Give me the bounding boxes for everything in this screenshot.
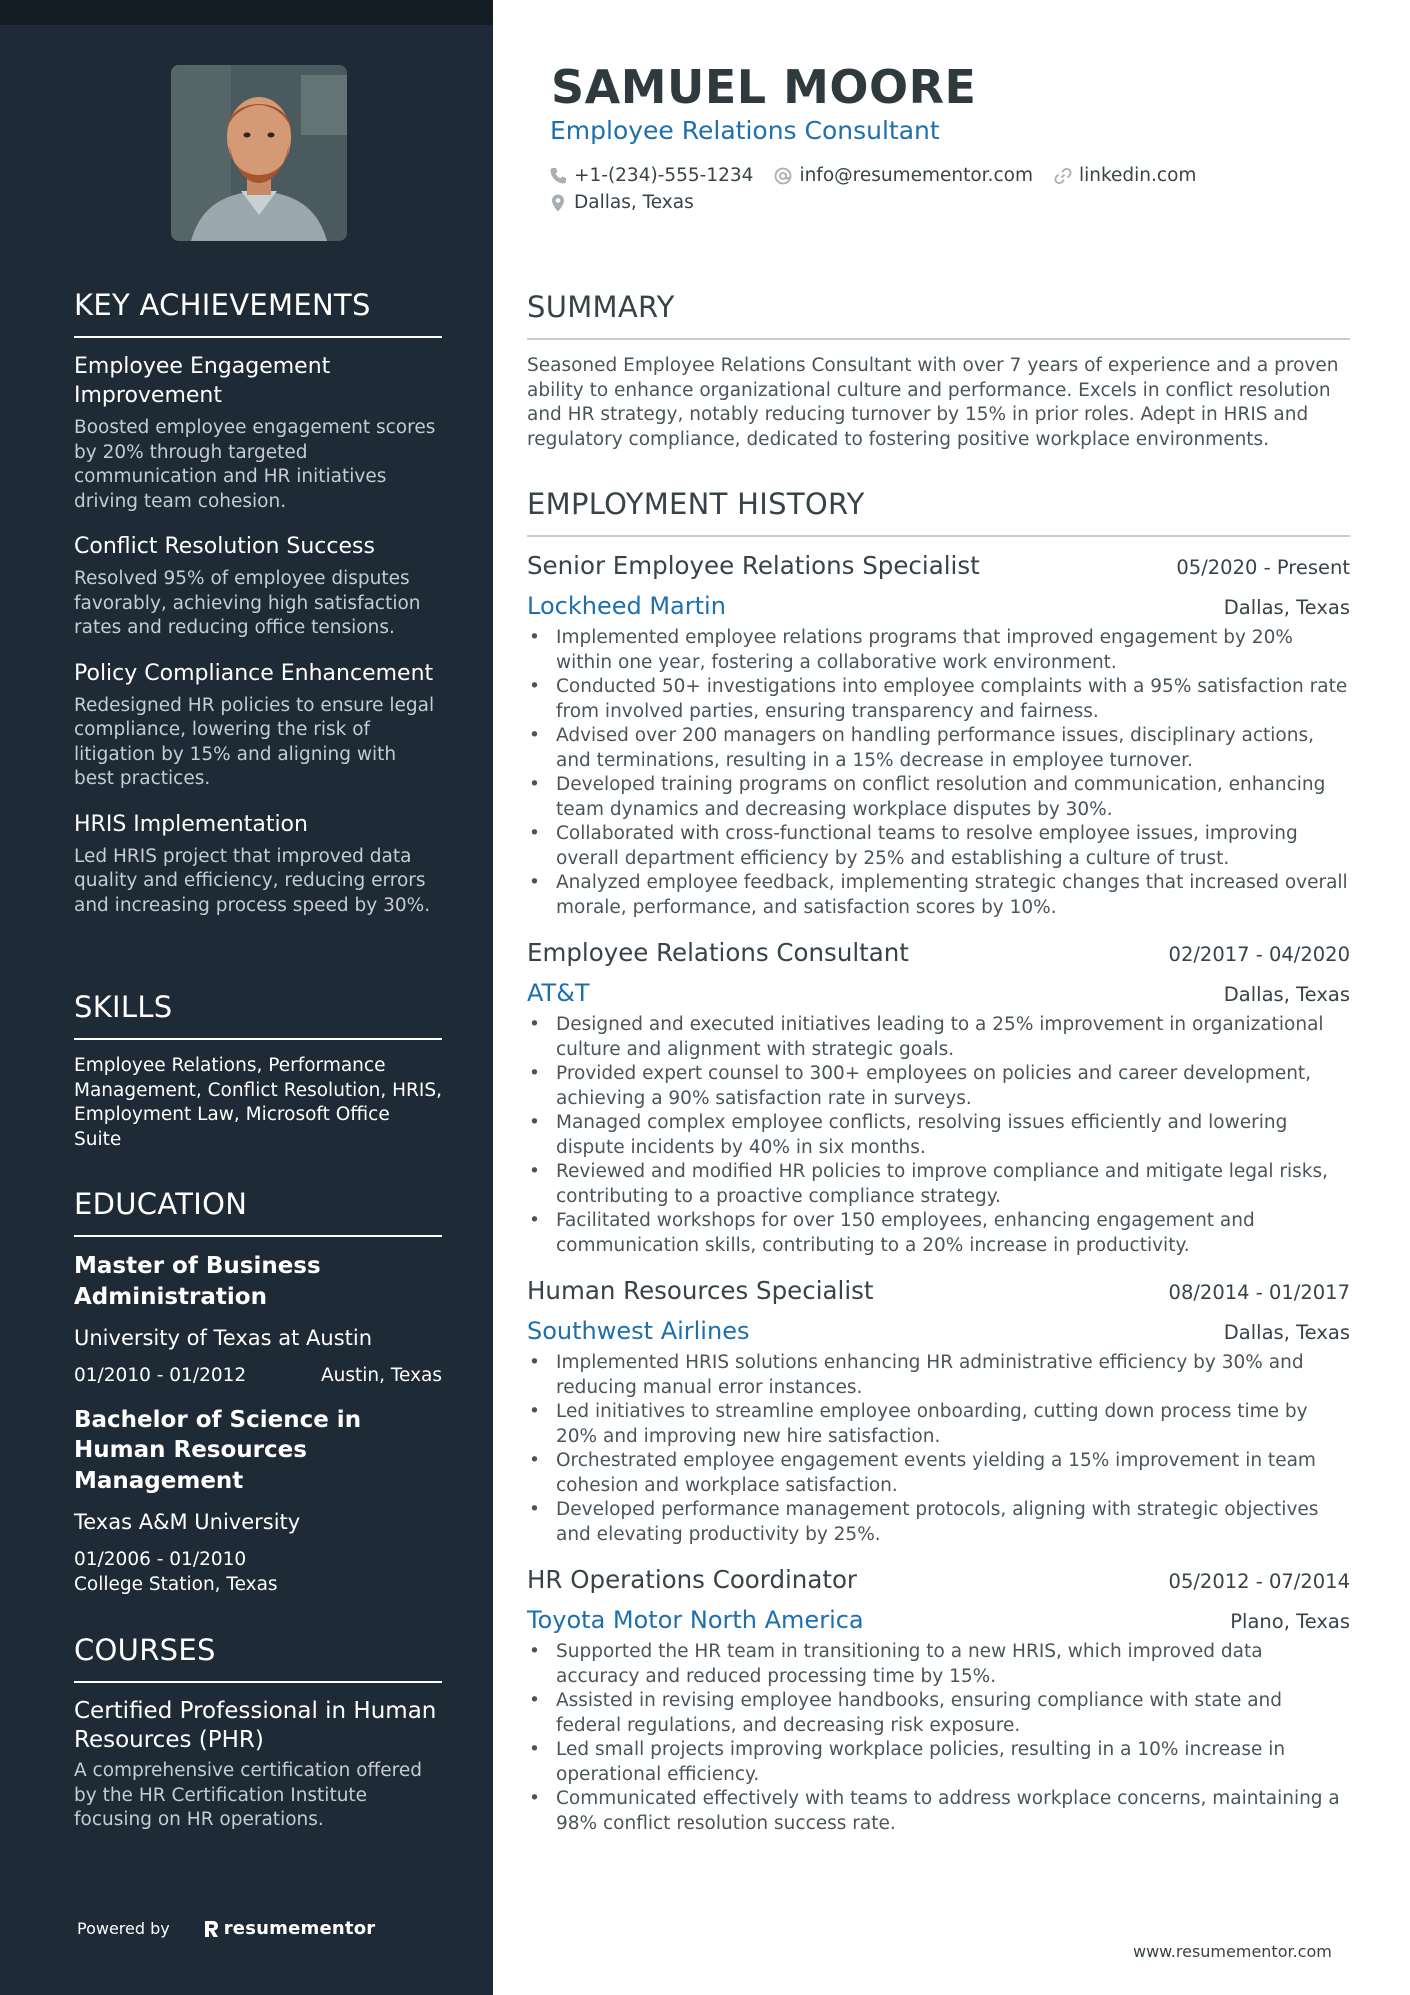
key-achievements-heading: KEY ACHIEVEMENTS [74,288,442,338]
job-bullets [527,1013,1350,1258]
employment-heading: EMPLOYMENT HISTORY [527,487,1350,537]
education-degree: Bachelor of Science in Human Resources Management [74,1406,362,1494]
job-bullet: • Managed complex employee conflicts, resolving issues efficiently and lowering dispute incidents by 40% in six months. [527,1111,1350,1160]
resumementor-logo-icon [202,1919,220,1939]
job-location: Plano, Texas [1230,1610,1350,1633]
job-bullet: • Developed performance management protocols, aligning with strategic objectives and elevating productivity by 25%. [527,1498,1350,1547]
education-school: University of Texas at Austin [74,1326,373,1350]
achievement-title: Policy Compliance Enhancement [74,660,434,686]
achievement-description: Resolved 95% of employee disputes favorably, achieving high satisfaction rates and reducing office tensions. [74,568,421,638]
sidebar [0,0,493,1995]
achievement-title: Conflict Resolution Success [74,534,375,559]
education-meta [74,1364,442,1389]
job-location: Dallas, Texas [1223,983,1350,1006]
education-item [74,1405,442,1598]
education-dates: 01/2006 - 01/2010 [74,1549,247,1570]
job-entry [527,551,1350,920]
profile-photo-illustration [171,65,347,241]
achievement-item [74,532,442,641]
job-title: Senior Employee Relations Specialist [527,551,980,580]
achievement-item [74,810,442,919]
job-bullets [527,1351,1350,1547]
summary-section [527,290,1350,452]
job-bullet: • Developed training programs on conflict resolution and communication, enhancing team dynamics and decreasing workplace disputes by 30%. [527,773,1350,822]
job-dates: 05/2012 - 07/2014 [1168,1570,1350,1593]
job-bullet: • Led small projects improving workplace policies, resulting in a 10% increase in operational efficiency. [527,1738,1350,1787]
profile-photo [171,65,347,241]
job-bullet: • Led initiatives to streamline employee onboarding, cutting down process time by 20% and improving new hire satisfaction. [527,1400,1350,1449]
job-entry [527,1276,1350,1547]
location-text: Dallas, Texas [574,192,694,213]
job-location: Dallas, Texas [1223,596,1350,619]
job-bullet: • Facilitated workshops for over 150 employees, enhancing engagement and communication skills, contributing to a 20% increase in productivity. [527,1209,1350,1258]
course-description: A comprehensive certification offered by the HR Certification Institute focusing on HR operations. [74,1760,422,1830]
phone-text: +1-(234)-555-1234 [574,165,754,186]
candidate-name: SAMUEL MOORE [551,60,977,114]
skills-list: Employee Relations, Performance Management, Conflict Resolution, HRIS, Employment Law, Microsoft Office Suite [74,1055,442,1150]
education-location: Austin, Texas [320,1365,442,1386]
job-dates: 08/2014 - 01/2017 [1168,1281,1350,1304]
linkedin-text: linkedin.com [1078,165,1197,186]
courses-section [74,1633,442,1833]
job-bullets [527,626,1350,920]
achievement-description: Boosted employee engagement scores by 20% through targeted communication and HR initiatives driving team cohesion. [74,417,436,512]
education-school: Texas A&M University [74,1510,301,1534]
contact-phone[interactable] [548,165,753,186]
key-achievements-section [74,288,442,936]
powered-by-label: Powered by [77,1919,170,1938]
job-entry [527,1565,1350,1836]
job-bullet: • Provided expert counsel to 300+ employees on policies and career development, achieving a 90% satisfaction rate in surveys. [527,1062,1350,1111]
job-location: Dallas, Texas [1223,1321,1350,1344]
courses-heading: COURSES [74,1633,442,1683]
at-sign-icon [773,166,793,186]
achievement-item [74,659,442,792]
job-bullet: • Designed and executed initiatives leading to a 25% improvement in organizational culture and alignment with strategic goals. [527,1013,1350,1062]
job-title: HR Operations Coordinator [527,1565,858,1594]
achievement-description: Redesigned HR policies to ensure legal compliance, lowering the risk of litigation by 15% and aligning with best practices. [74,694,435,789]
footer-website-link[interactable]: www.resumementor.com [1133,1942,1332,1961]
education-dates: 01/2010 - 01/2012 [74,1365,247,1386]
resumementor-logo[interactable] [202,1918,376,1939]
achievement-title: HRIS Implementation [74,811,308,837]
link-icon [1053,166,1073,186]
job-bullet: • Advised over 200 managers on handling performance issues, disciplinary actions, and terminations, resulting in a 15% decrease in employee turnover. [527,724,1350,773]
achievement-item [74,352,442,514]
contact-linkedin[interactable] [1053,165,1196,186]
candidate-role: Employee Relations Consultant [550,116,940,145]
education-section [74,1187,442,1597]
powered-by [77,1918,375,1939]
contact-row [548,165,1196,186]
job-company: Toyota Motor North America [527,1606,864,1634]
job-bullet: • Communicated effectively with teams to address workplace concerns, maintaining a 98% conflict resolution success rate. [527,1787,1350,1836]
job-title: Human Resources Specialist [527,1276,874,1305]
sidebar-top-bar [0,0,493,25]
summary-heading: SUMMARY [527,290,1350,340]
achievement-description: Led HRIS project that improved data quality and efficiency, reducing errors and increasing process speed by 30%. [74,845,431,916]
course-title: Certified Professional in Human Resources (PHR) [74,1698,437,1753]
job-company: Southwest Airlines [527,1317,750,1345]
job-bullet: • Orchestrated employee engagement events yielding a 15% improvement in team cohesion and workplace satisfaction. [527,1449,1350,1498]
employment-section [527,487,1350,1854]
job-bullet: • Conducted 50+ investigations into employee complaints with a 95% satisfaction rate from involved parties, ensuring transparency and fairness. [527,675,1350,724]
job-company: AT&T [527,979,590,1007]
education-degree: Master of Business Administration [74,1253,321,1310]
job-bullet: • Analyzed employee feedback, implementing strategic changes that increased overall morale, performance, and satisfaction scores by 10%. [527,871,1350,920]
resumementor-logo-text: resumementor [223,1918,376,1939]
education-heading: EDUCATION [74,1187,442,1237]
email-text: info@resumementor.com [799,165,1033,186]
job-dates: 05/2020 - Present [1176,556,1350,579]
achievement-title: Employee Engagement Improvement [74,354,331,408]
job-bullet: • Supported the HR team in transitioning to a new HRIS, which improved data accuracy and reduced processing time by 15%. [527,1640,1350,1689]
education-meta [74,1548,442,1597]
job-bullet: • Reviewed and modified HR policies to improve compliance and mitigate legal risks, contributing to a proactive compliance strategy. [527,1160,1350,1209]
skills-heading: SKILLS [74,990,442,1040]
education-location: College Station, Texas [74,1573,278,1595]
job-entry [527,938,1350,1258]
job-bullet: • Implemented employee relations programs that improved engagement by 20% within one year, fostering a collaborative work environment. [527,626,1350,675]
job-bullet: • Assisted in revising employee handbooks, ensuring compliance with state and federal regulations, and decreasing risk exposure. [527,1689,1350,1738]
course-item [74,1697,442,1833]
job-bullet: • Implemented HRIS solutions enhancing HR administrative efficiency by 30% and reducing manual error instances. [527,1351,1350,1400]
job-dates: 02/2017 - 04/2020 [1168,943,1350,966]
location-pin-icon [548,193,568,213]
education-item [74,1251,442,1389]
summary-text: Seasoned Employee Relations Consultant with over 7 years of experience and a proven ability to enhance organizational culture and performance. Excels in conflict resolution and HR strategy, notably reducing turnover by 15% in prior roles. Adept in HRIS and regulatory compliance, dedicated to fostering positive workplace environments. [527,355,1339,450]
job-bullets [527,1640,1350,1836]
job-bullet: • Collaborated with cross-functional teams to resolve employee issues, improving overall department efficiency by 25% and establishing a culture of trust. [527,822,1350,871]
phone-icon [548,166,568,186]
job-title: Employee Relations Consultant [527,938,909,967]
contact-location [548,192,694,213]
job-company: Lockheed Martin [527,592,726,620]
contact-email[interactable] [773,165,1033,186]
skills-section [74,990,442,1152]
